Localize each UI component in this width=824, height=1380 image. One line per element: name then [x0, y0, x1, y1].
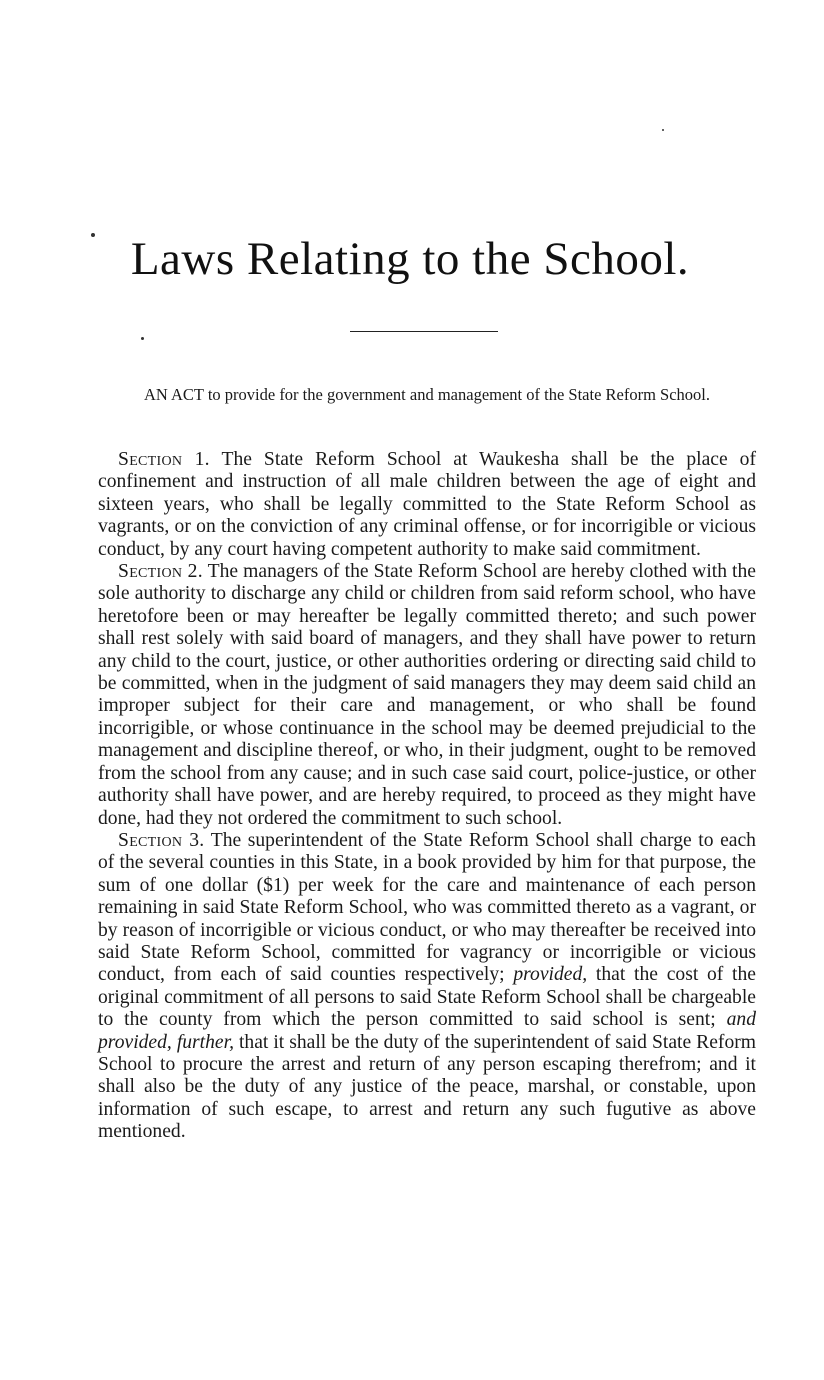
section-text: that it shall be the duty of the superintendent of said State Reform School to procure the arrest and return of any person escaping therefrom; and it shall also be the duty of any justice of the peace, marshal, or constable, upon information of such escape, to arrest and return any such fugutive as above mentioned. [98, 1031, 757, 1143]
proviso-term: provided, [513, 964, 588, 986]
section-label: Section 1. [118, 449, 210, 470]
section-3 [98, 830, 756, 1144]
ink-speck [141, 337, 144, 340]
section-2 [98, 561, 756, 830]
title-divider [350, 331, 498, 332]
section-text: The State Reform School at Waukesha shall be the place of confinement and instruction of all male children between the age of eight and sixteen years, who shall be legally committed to the State Reform School as vagrants, or on the conviction of any criminal offense, or for incorrigible or vicious conduct, by any court having competent authority to make said commitment. [98, 449, 756, 560]
proviso-term: and provided, further, [98, 1009, 756, 1053]
act-body [98, 449, 756, 1144]
section-label: Section 3. [118, 829, 205, 851]
ink-speck [662, 129, 664, 131]
page-title: Laws Relating to the School. [130, 233, 690, 285]
section-text: The superintendent of the State Reform School shall charge to each of the several counties in this State, in a book provided by him for that purpose, the sum of one dollar ($1) per week for the care and maintenance of each person remaining in said State Reform School, who was committed thereto as a vagrant, or by reason of incorrigible or vicious conduct, or who may thereafter be received into said State Reform School, committed for vagrancy or incorrigible or vicious conduct, from each of said counties respectively; [98, 829, 756, 986]
act-title: AN ACT to provide for the government and management of the State Reform School. [143, 385, 711, 404]
section-text: that the cost of the original commitment of all persons to said State Reform School shall be chargeable to the county from which the person committed to said school is sent; [98, 964, 756, 1031]
section-text: The managers of the State Reform School are hereby clothed with the sole authority to discharge any child or children from said reform school, who have heretofore been or may hereafter be legally committed thereto; and such power shall rest solely with said board of managers, and they shall have power to return any child to the court, justice, or other authorities ordering or directing said child to be committed, when in the judgment of said managers they may deem said child an improper subject for their care and management, or who shall be found incorrigible, or whose continuance in the school may be deemed prejudicial to the management and discipline thereof, or who, in their judgment, ought to be removed from the school from any cause; and in such case said court, police-justice, or other authority shall have power, and are hereby required, to proceed as they might have done, had they not ordered the commitment to such school. [98, 561, 756, 829]
section-1 [98, 449, 756, 561]
section-label: Section 2. [118, 561, 203, 583]
